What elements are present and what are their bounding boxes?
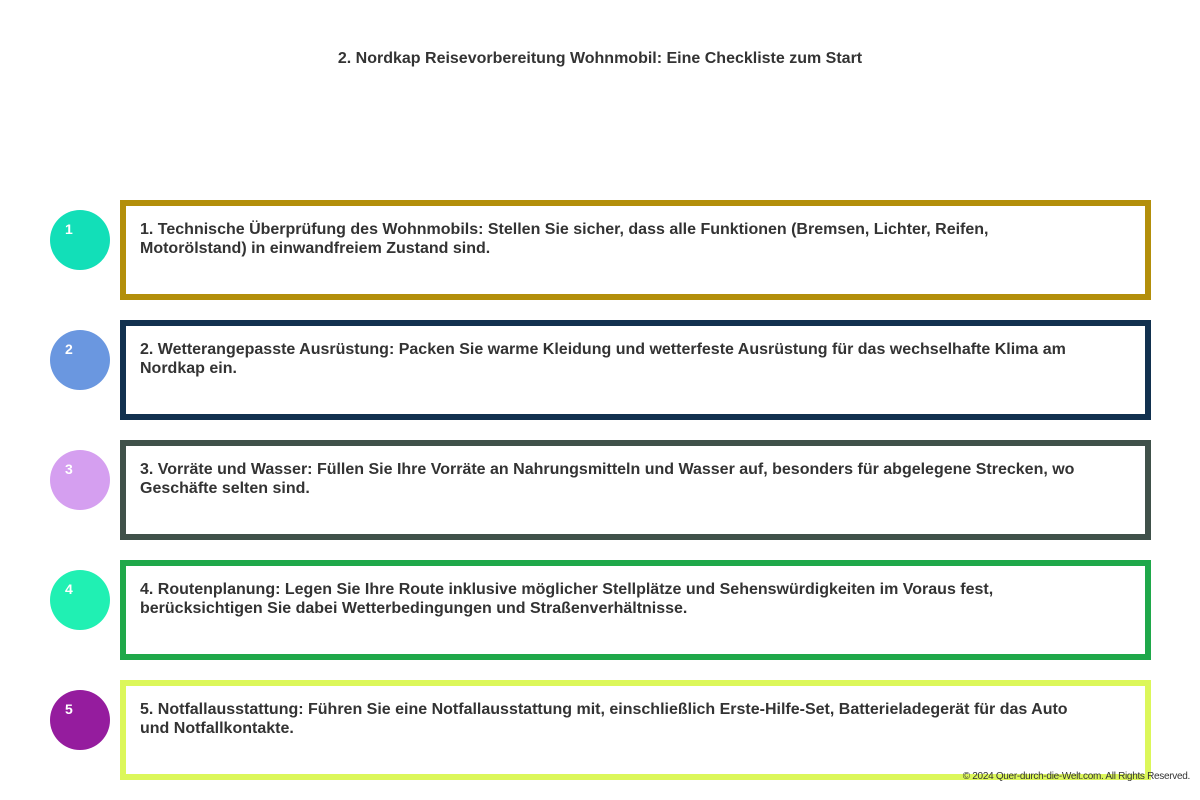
- checklist-step-1: [0, 200, 1200, 300]
- step-text: 3. Vorräte und Wasser: Füllen Sie Ihre Vorräte an Nahrungsmitteln und Wasser auf, besonders für abgelegene Strecken, wo Geschäfte selten sind.: [140, 461, 1075, 497]
- copyright-footer: © 2024 Quer-durch-die-Welt.com. All Rights Reserved.: [962, 771, 1190, 782]
- checklist-step-3: [0, 440, 1200, 540]
- step-box: [120, 200, 1151, 300]
- step-box: [120, 680, 1151, 780]
- step-text: 2. Wetterangepasste Ausrüstung: Packen Sie warme Kleidung und wetterfeste Ausrüstung für das wechselhafte Klima am Nordkap ein.: [140, 341, 1066, 377]
- step-number-circle: 3: [50, 450, 110, 510]
- page-title: 2. Nordkap Reisevorbereitung Wohnmobil: Eine Checkliste zum Start: [337, 50, 863, 67]
- step-number-circle: 4: [50, 570, 110, 630]
- step-number-circle: 5: [50, 690, 110, 750]
- checklist-step-4: [0, 560, 1200, 660]
- step-text: 5. Notfallausstattung: Führen Sie eine Notfallausstattung mit, einschließlich Erste-Hilfe-Set, Batterieladegerät für das Auto und Notfallkontakte.: [140, 701, 1068, 737]
- step-text: 4. Routenplanung: Legen Sie Ihre Route inklusive möglicher Stellplätze und Sehenswürdigkeiten im Voraus fest, berücksichtigen Sie dabei Wetterbedingungen und Straßenverhältnisse.: [140, 581, 994, 617]
- step-number-circle: 1: [50, 210, 110, 270]
- step-number-circle: 2: [50, 330, 110, 390]
- step-box: [120, 440, 1151, 540]
- checklist-step-5: [0, 680, 1200, 780]
- step-text: 1. Technische Überprüfung des Wohnmobils: Stellen Sie sicher, dass alle Funktionen (Bremsen, Lichter, Reifen, Motorölstand) in einwandfreiem Zustand sind.: [140, 221, 989, 257]
- checklist-step-2: [0, 320, 1200, 420]
- step-box: [120, 320, 1151, 420]
- step-box: [120, 560, 1151, 660]
